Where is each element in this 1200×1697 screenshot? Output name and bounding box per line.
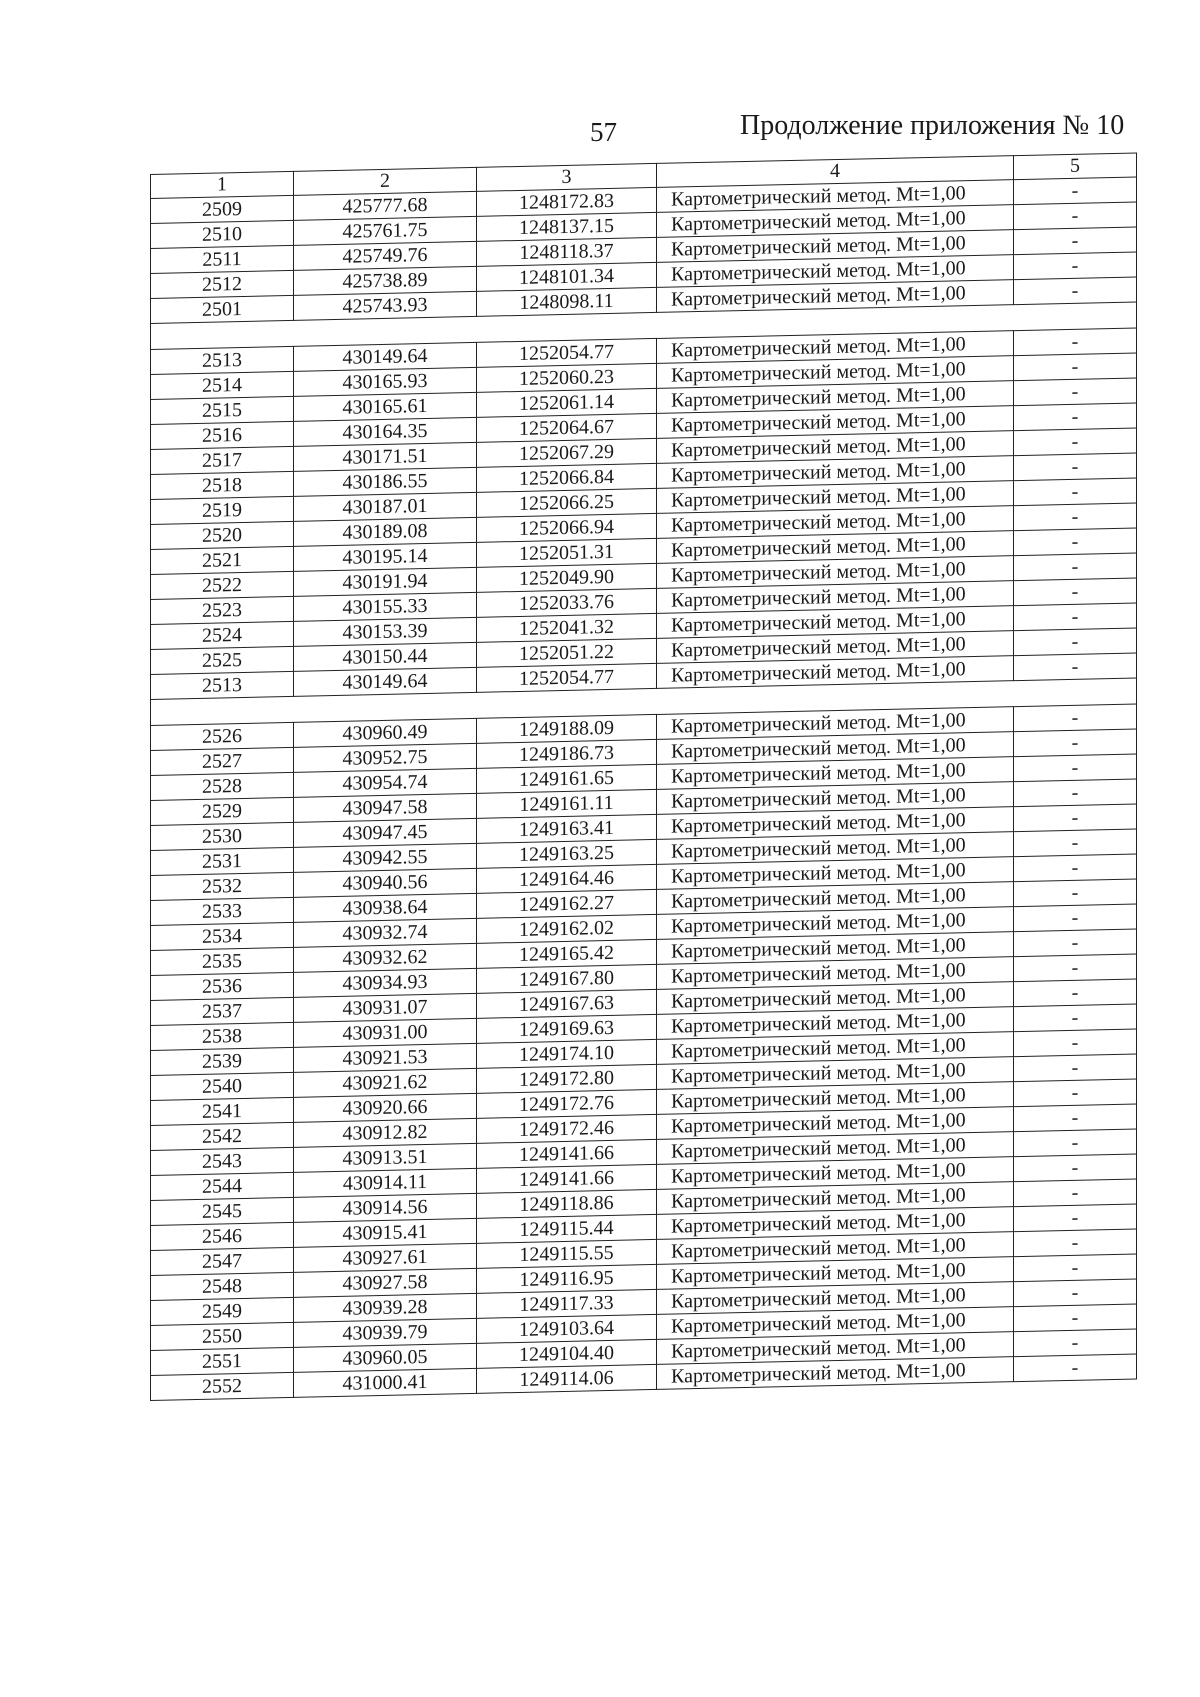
point-number-cell: 2536 <box>151 972 294 1000</box>
accuracy-cell: - <box>1014 428 1137 456</box>
x-coordinate-cell: 430150.44 <box>294 642 477 671</box>
point-number-cell: 2545 <box>151 1197 294 1225</box>
y-coordinate-cell: 1252060.23 <box>477 363 657 392</box>
accuracy-cell: - <box>1014 1179 1137 1207</box>
y-coordinate-cell: 1248118.37 <box>477 237 657 266</box>
method-cell: Картометрический метод. Mt=1,00 <box>657 982 1014 1015</box>
x-coordinate-cell: 430931.00 <box>294 1018 477 1047</box>
method-cell: Картометрический метод. Mt=1,00 <box>657 531 1014 564</box>
x-coordinate-cell: 430927.61 <box>294 1243 477 1272</box>
point-number-cell: 2520 <box>151 521 294 549</box>
x-coordinate-cell: 430960.49 <box>294 718 477 747</box>
method-cell: Картометрический метод. Mt=1,00 <box>657 907 1014 940</box>
accuracy-cell: - <box>1014 628 1137 656</box>
accuracy-cell: - <box>1014 478 1137 506</box>
x-coordinate-cell: 430164.35 <box>294 417 477 446</box>
x-coordinate-cell: 425777.68 <box>294 191 477 220</box>
method-cell: Картометрический метод. Mt=1,00 <box>657 331 1014 364</box>
accuracy-cell: - <box>1014 653 1137 681</box>
y-coordinate-cell: 1249172.80 <box>477 1064 657 1093</box>
y-coordinate-cell: 1249163.41 <box>477 814 657 843</box>
y-coordinate-cell: 1249161.11 <box>477 789 657 818</box>
x-coordinate-cell: 430938.64 <box>294 893 477 922</box>
point-number-cell: 2514 <box>151 371 294 399</box>
accuracy-cell: - <box>1014 177 1137 205</box>
accuracy-cell: - <box>1014 979 1137 1007</box>
y-coordinate-cell: 1252066.25 <box>477 488 657 517</box>
x-coordinate-cell: 430912.82 <box>294 1118 477 1147</box>
point-number-cell: 2524 <box>151 621 294 649</box>
y-coordinate-cell: 1252067.29 <box>477 438 657 467</box>
method-cell: Картометрический метод. Mt=1,00 <box>657 882 1014 915</box>
x-coordinate-cell: 430153.39 <box>294 617 477 646</box>
accuracy-cell: - <box>1014 503 1137 531</box>
y-coordinate-cell: 1252033.76 <box>477 588 657 617</box>
y-coordinate-cell: 1249114.06 <box>477 1364 657 1393</box>
y-coordinate-cell: 1249141.66 <box>477 1139 657 1168</box>
x-coordinate-cell: 430960.05 <box>294 1343 477 1372</box>
accuracy-cell: - <box>1014 729 1137 757</box>
method-cell: Картометрический метод. Mt=1,00 <box>657 406 1014 439</box>
method-cell: Картометрический метод. Mt=1,00 <box>657 606 1014 639</box>
x-coordinate-cell: 430921.62 <box>294 1068 477 1097</box>
accuracy-cell: - <box>1014 804 1137 832</box>
x-coordinate-cell: 425743.93 <box>294 291 477 320</box>
x-coordinate-cell: 430189.08 <box>294 517 477 546</box>
point-number-cell: 2547 <box>151 1247 294 1275</box>
point-number-cell: 2544 <box>151 1172 294 1200</box>
x-coordinate-cell: 430939.79 <box>294 1318 477 1347</box>
point-number-cell: 2531 <box>151 847 294 875</box>
accuracy-cell: - <box>1014 1329 1137 1357</box>
point-number-cell: 2525 <box>151 646 294 674</box>
accuracy-cell: - <box>1014 1079 1137 1107</box>
x-coordinate-cell: 430934.93 <box>294 968 477 997</box>
x-coordinate-cell: 430932.74 <box>294 918 477 947</box>
method-cell: Картометрический метод. Mt=1,00 <box>657 1032 1014 1065</box>
point-number-cell: 2515 <box>151 396 294 424</box>
coordinates-table <box>150 152 1137 1401</box>
point-number-cell: 2530 <box>151 822 294 850</box>
method-cell: Картометрический метод. Mt=1,00 <box>657 180 1014 213</box>
point-number-cell: 2513 <box>151 671 294 699</box>
method-cell: Картометрический метод. Mt=1,00 <box>657 230 1014 263</box>
x-coordinate-cell: 430914.11 <box>294 1168 477 1197</box>
x-coordinate-cell: 430939.28 <box>294 1293 477 1322</box>
method-cell: Картометрический метод. Mt=1,00 <box>657 631 1014 664</box>
y-coordinate-cell: 1249165.42 <box>477 939 657 968</box>
method-cell: Картометрический метод. Mt=1,00 <box>657 456 1014 489</box>
point-number-cell: 2548 <box>151 1272 294 1300</box>
accuracy-cell: - <box>1014 378 1137 406</box>
point-number-cell: 2517 <box>151 446 294 474</box>
accuracy-cell: - <box>1014 1054 1137 1082</box>
accuracy-cell: - <box>1014 1004 1137 1032</box>
column-header: 4 <box>657 156 1014 188</box>
method-cell: Картометрический метод. Mt=1,00 <box>657 1157 1014 1190</box>
y-coordinate-cell: 1252066.84 <box>477 463 657 492</box>
point-number-cell: 2521 <box>151 546 294 574</box>
x-coordinate-cell: 431000.41 <box>294 1368 477 1397</box>
method-cell: Картометрический метод. Mt=1,00 <box>657 431 1014 464</box>
method-cell: Картометрический метод. Mt=1,00 <box>657 506 1014 539</box>
coordinates-table-body <box>151 153 1137 1401</box>
method-cell: Картометрический метод. Mt=1,00 <box>657 556 1014 589</box>
method-cell: Картометрический метод. Mt=1,00 <box>657 1357 1014 1390</box>
point-number-cell: 2551 <box>151 1347 294 1375</box>
point-number-cell: 2534 <box>151 922 294 950</box>
y-coordinate-cell: 1252041.32 <box>477 613 657 642</box>
method-cell: Картометрический метод. Mt=1,00 <box>657 857 1014 890</box>
accuracy-cell: - <box>1014 1029 1137 1057</box>
accuracy-cell: - <box>1014 453 1137 481</box>
accuracy-cell: - <box>1014 704 1137 732</box>
y-coordinate-cell: 1249186.73 <box>477 739 657 768</box>
accuracy-cell: - <box>1014 328 1137 356</box>
x-coordinate-cell: 430171.51 <box>294 442 477 471</box>
y-coordinate-cell: 1252054.77 <box>477 663 657 692</box>
y-coordinate-cell: 1249162.27 <box>477 889 657 918</box>
x-coordinate-cell: 430149.64 <box>294 667 477 696</box>
y-coordinate-cell: 1249115.55 <box>477 1239 657 1268</box>
accuracy-cell: - <box>1014 854 1137 882</box>
point-number-cell: 2510 <box>151 220 294 248</box>
accuracy-cell: - <box>1014 528 1137 556</box>
accuracy-cell: - <box>1014 603 1137 631</box>
accuracy-cell: - <box>1014 879 1137 907</box>
x-coordinate-cell: 430915.41 <box>294 1218 477 1247</box>
y-coordinate-cell: 1249167.80 <box>477 964 657 993</box>
method-cell: Картометрический метод. Mt=1,00 <box>657 1057 1014 1090</box>
point-number-cell: 2538 <box>151 1022 294 1050</box>
method-cell: Картометрический метод. Mt=1,00 <box>657 1132 1014 1165</box>
y-coordinate-cell: 1249115.44 <box>477 1214 657 1243</box>
method-cell: Картометрический метод. Mt=1,00 <box>657 1332 1014 1365</box>
column-header: 3 <box>477 163 657 191</box>
point-number-cell: 2509 <box>151 195 294 223</box>
accuracy-cell: - <box>1014 954 1137 982</box>
x-coordinate-cell: 430954.74 <box>294 768 477 797</box>
point-number-cell: 2529 <box>151 797 294 825</box>
y-coordinate-cell: 1252051.22 <box>477 638 657 667</box>
y-coordinate-cell: 1249161.65 <box>477 764 657 793</box>
point-number-cell: 2540 <box>151 1072 294 1100</box>
column-header: 5 <box>1014 153 1137 180</box>
x-coordinate-cell: 430927.58 <box>294 1268 477 1297</box>
point-number-cell: 2526 <box>151 722 294 750</box>
x-coordinate-cell: 430920.66 <box>294 1093 477 1122</box>
point-number-cell: 2528 <box>151 772 294 800</box>
accuracy-cell: - <box>1014 277 1137 305</box>
x-coordinate-cell: 430932.62 <box>294 943 477 972</box>
y-coordinate-cell: 1249167.63 <box>477 989 657 1018</box>
x-coordinate-cell: 430155.33 <box>294 592 477 621</box>
y-coordinate-cell: 1249172.46 <box>477 1114 657 1143</box>
point-number-cell: 2549 <box>151 1297 294 1325</box>
accuracy-cell: - <box>1014 929 1137 957</box>
x-coordinate-cell: 430947.58 <box>294 793 477 822</box>
y-coordinate-cell: 1249174.10 <box>477 1039 657 1068</box>
y-coordinate-cell: 1252051.31 <box>477 538 657 567</box>
y-coordinate-cell: 1249117.33 <box>477 1289 657 1318</box>
x-coordinate-cell: 430165.93 <box>294 367 477 396</box>
y-coordinate-cell: 1249164.46 <box>477 864 657 893</box>
method-cell: Картометрический метод. Mt=1,00 <box>657 381 1014 414</box>
point-number-cell: 2550 <box>151 1322 294 1350</box>
method-cell: Картометрический метод. Mt=1,00 <box>657 280 1014 313</box>
y-coordinate-cell: 1249104.40 <box>477 1339 657 1368</box>
accuracy-cell: - <box>1014 1304 1137 1332</box>
point-number-cell: 2516 <box>151 421 294 449</box>
x-coordinate-cell: 430952.75 <box>294 743 477 772</box>
point-number-cell: 2542 <box>151 1122 294 1150</box>
x-coordinate-cell: 430947.45 <box>294 818 477 847</box>
accuracy-cell: - <box>1014 1129 1137 1157</box>
y-coordinate-cell: 1249172.76 <box>477 1089 657 1118</box>
accuracy-cell: - <box>1014 1229 1137 1257</box>
y-coordinate-cell: 1248172.83 <box>477 187 657 216</box>
accuracy-cell: - <box>1014 227 1137 255</box>
method-cell: Картометрический метод. Mt=1,00 <box>657 1282 1014 1315</box>
point-number-cell: 2543 <box>151 1147 294 1175</box>
y-coordinate-cell: 1249169.63 <box>477 1014 657 1043</box>
accuracy-cell: - <box>1014 1104 1137 1132</box>
y-coordinate-cell: 1249188.09 <box>477 714 657 743</box>
accuracy-cell: - <box>1014 1254 1137 1282</box>
point-number-cell: 2522 <box>151 571 294 599</box>
method-cell: Картометрический метод. Mt=1,00 <box>657 581 1014 614</box>
y-coordinate-cell: 1248137.15 <box>477 212 657 241</box>
method-cell: Картометрический метод. Mt=1,00 <box>657 1107 1014 1140</box>
method-cell: Картометрический метод. Mt=1,00 <box>657 1082 1014 1115</box>
point-number-cell: 2533 <box>151 897 294 925</box>
x-coordinate-cell: 425738.89 <box>294 266 477 295</box>
x-coordinate-cell: 430931.07 <box>294 993 477 1022</box>
point-number-cell: 2539 <box>151 1047 294 1075</box>
x-coordinate-cell: 430940.56 <box>294 868 477 897</box>
x-coordinate-cell: 430186.55 <box>294 467 477 496</box>
point-number-cell: 2523 <box>151 596 294 624</box>
point-number-cell: 2541 <box>151 1097 294 1125</box>
accuracy-cell: - <box>1014 553 1137 581</box>
y-coordinate-cell: 1248101.34 <box>477 262 657 291</box>
y-coordinate-cell: 1248098.11 <box>477 287 657 316</box>
method-cell: Картометрический метод. Mt=1,00 <box>657 957 1014 990</box>
y-coordinate-cell: 1252066.94 <box>477 513 657 542</box>
method-cell: Картометрический метод. Mt=1,00 <box>657 932 1014 965</box>
method-cell: Картометрический метод. Mt=1,00 <box>657 707 1014 740</box>
x-coordinate-cell: 430195.14 <box>294 542 477 571</box>
x-coordinate-cell: 425761.75 <box>294 216 477 245</box>
point-number-cell: 2501 <box>151 295 294 323</box>
accuracy-cell: - <box>1014 252 1137 280</box>
y-coordinate-cell: 1252054.77 <box>477 338 657 367</box>
column-header: 1 <box>151 171 294 198</box>
point-number-cell: 2511 <box>151 245 294 273</box>
x-coordinate-cell: 430942.55 <box>294 843 477 872</box>
point-number-cell: 2537 <box>151 997 294 1025</box>
point-number-cell: 2519 <box>151 496 294 524</box>
method-cell: Картометрический метод. Mt=1,00 <box>657 807 1014 840</box>
method-cell: Картометрический метод. Mt=1,00 <box>657 1207 1014 1240</box>
point-number-cell: 2518 <box>151 471 294 499</box>
y-coordinate-cell: 1252064.67 <box>477 413 657 442</box>
accuracy-cell: - <box>1014 202 1137 230</box>
method-cell: Картометрический метод. Mt=1,00 <box>657 481 1014 514</box>
method-cell: Картометрический метод. Mt=1,00 <box>657 1257 1014 1290</box>
accuracy-cell: - <box>1014 353 1137 381</box>
y-coordinate-cell: 1249118.86 <box>477 1189 657 1218</box>
accuracy-cell: - <box>1014 578 1137 606</box>
x-coordinate-cell: 430165.61 <box>294 392 477 421</box>
x-coordinate-cell: 430149.64 <box>294 342 477 371</box>
accuracy-cell: - <box>1014 904 1137 932</box>
accuracy-cell: - <box>1014 754 1137 782</box>
method-cell: Картометрический метод. Mt=1,00 <box>657 255 1014 288</box>
method-cell: Картометрический метод. Mt=1,00 <box>657 782 1014 815</box>
method-cell: Картометрический метод. Mt=1,00 <box>657 656 1014 689</box>
point-number-cell: 2535 <box>151 947 294 975</box>
accuracy-cell: - <box>1014 829 1137 857</box>
y-coordinate-cell: 1249141.66 <box>477 1164 657 1193</box>
y-coordinate-cell: 1249162.02 <box>477 914 657 943</box>
point-number-cell: 2532 <box>151 872 294 900</box>
method-cell: Картометрический метод. Mt=1,00 <box>657 1007 1014 1040</box>
point-number-cell: 2512 <box>151 270 294 298</box>
accuracy-cell: - <box>1014 1279 1137 1307</box>
method-cell: Картометрический метод. Mt=1,00 <box>657 757 1014 790</box>
column-header: 2 <box>294 167 477 195</box>
y-coordinate-cell: 1249103.64 <box>477 1314 657 1343</box>
point-number-cell: 2513 <box>151 346 294 374</box>
point-number-cell: 2527 <box>151 747 294 775</box>
accuracy-cell: - <box>1014 1354 1137 1382</box>
y-coordinate-cell: 1249116.95 <box>477 1264 657 1293</box>
method-cell: Картометрический метод. Mt=1,00 <box>657 356 1014 389</box>
method-cell: Картометрический метод. Mt=1,00 <box>657 1182 1014 1215</box>
x-coordinate-cell: 425749.76 <box>294 241 477 270</box>
method-cell: Картометрический метод. Mt=1,00 <box>657 732 1014 765</box>
y-coordinate-cell: 1252061.14 <box>477 388 657 417</box>
point-number-cell: 2546 <box>151 1222 294 1250</box>
x-coordinate-cell: 430914.56 <box>294 1193 477 1222</box>
method-cell: Картометрический метод. Mt=1,00 <box>657 1307 1014 1340</box>
page-number: 57 <box>590 117 617 147</box>
y-coordinate-cell: 1249163.25 <box>477 839 657 868</box>
x-coordinate-cell: 430191.94 <box>294 567 477 596</box>
method-cell: Картометрический метод. Mt=1,00 <box>657 205 1014 238</box>
accuracy-cell: - <box>1014 1204 1137 1232</box>
accuracy-cell: - <box>1014 779 1137 807</box>
x-coordinate-cell: 430921.53 <box>294 1043 477 1072</box>
page-heading: Продолжение приложения № 10 <box>740 110 1125 141</box>
method-cell: Картометрический метод. Mt=1,00 <box>657 1232 1014 1265</box>
method-cell: Картометрический метод. Mt=1,00 <box>657 832 1014 865</box>
point-number-cell: 2552 <box>151 1372 294 1400</box>
y-coordinate-cell: 1252049.90 <box>477 563 657 592</box>
accuracy-cell: - <box>1014 403 1137 431</box>
x-coordinate-cell: 430187.01 <box>294 492 477 521</box>
x-coordinate-cell: 430913.51 <box>294 1143 477 1172</box>
accuracy-cell: - <box>1014 1154 1137 1182</box>
